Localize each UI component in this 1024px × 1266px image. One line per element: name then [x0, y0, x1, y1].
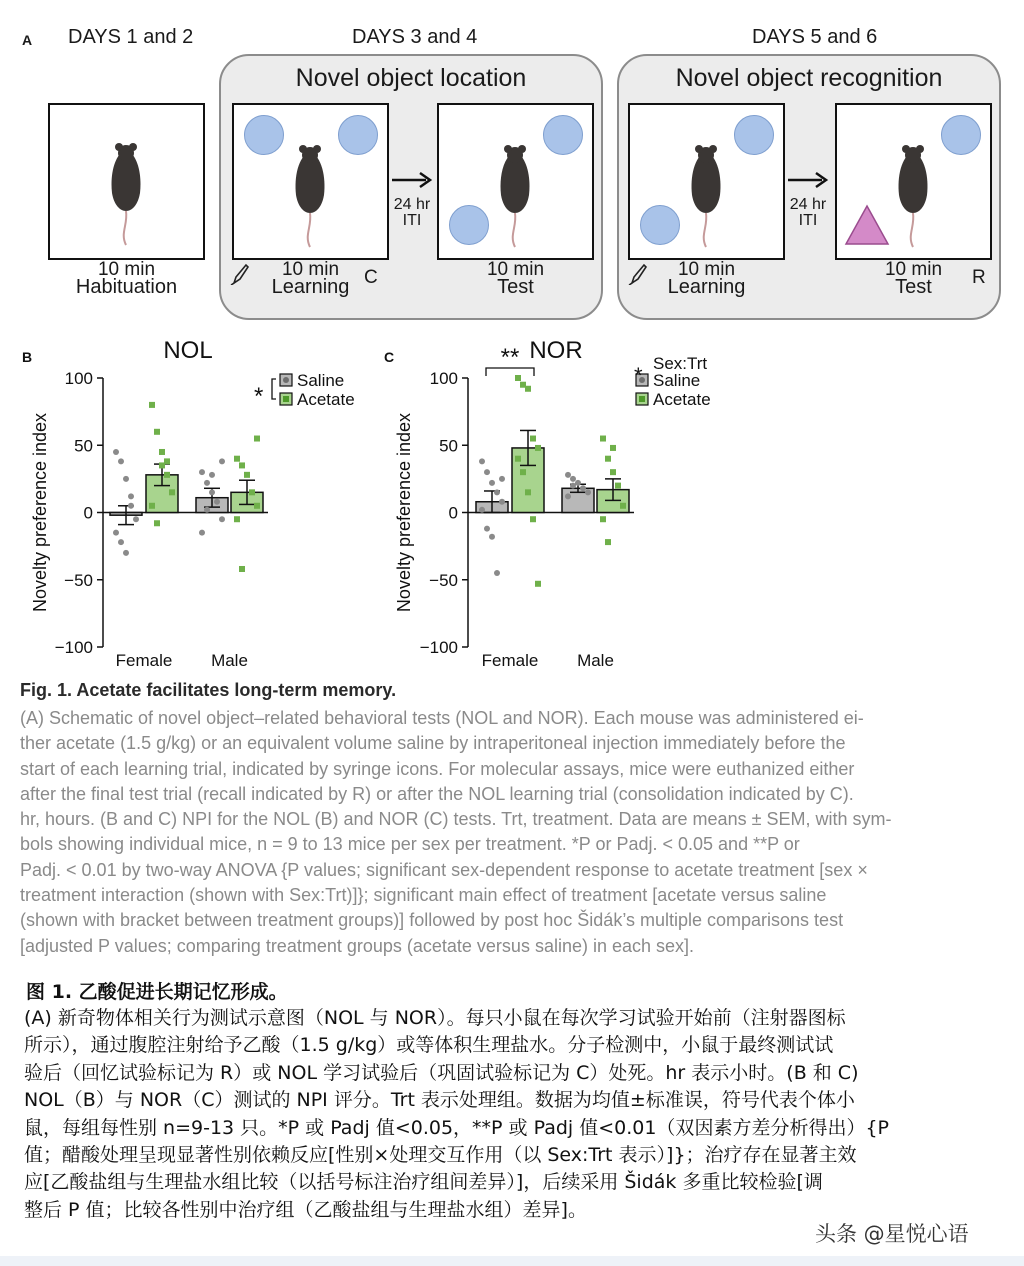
- iti-text: ITI: [402, 212, 422, 229]
- data-point: [234, 516, 240, 522]
- x-category-label: Female: [481, 651, 539, 670]
- data-point: [600, 436, 606, 442]
- legend-label: Saline: [297, 371, 345, 390]
- significance-stars: **: [500, 344, 520, 371]
- data-point: [149, 402, 155, 408]
- arena-2-time: 10 min: [281, 259, 340, 280]
- data-point: [479, 458, 485, 464]
- data-point: [600, 516, 606, 522]
- watermark: 头条 @星悦心语: [815, 1222, 969, 1246]
- data-point: [113, 449, 119, 455]
- mouse-icon: [630, 105, 783, 258]
- arena-1-label: Habituation: [75, 276, 178, 298]
- data-point: [494, 489, 500, 495]
- caption-line: (A) Schematic of novel object–related behavioral tests (NOL and NOR). Each mouse was administered ei-: [20, 708, 864, 728]
- charts-svg: [0, 325, 1024, 675]
- data-point: [133, 516, 139, 522]
- y-tick-label: −50: [429, 570, 458, 590]
- data-point: [499, 499, 505, 505]
- data-point: [499, 476, 505, 482]
- mouse-icon: [837, 105, 990, 258]
- data-point: [164, 458, 170, 464]
- arena-1-time: 10 min: [97, 259, 156, 280]
- data-point: [209, 472, 215, 478]
- data-point: [219, 516, 225, 522]
- figure-title: Fig. 1. Acetate facilitates long-term memory.: [20, 680, 397, 700]
- bottom-strip: [0, 1256, 1024, 1266]
- figure-caption: [20, 706, 1010, 959]
- iti-hours: 24 hr: [789, 196, 827, 213]
- cn-line: (A) 新奇物体相关行为测试示意图（NOL 与 NOR）。每只小鼠在每次学习试验开始前（注射器图标: [24, 1007, 846, 1029]
- cn-line: 整后 P 值；比较各性别中治疗组（乙酸盐组与生理盐水组）差异]。: [24, 1198, 587, 1221]
- nor-test-arena: [835, 103, 992, 260]
- y-tick-label: 0: [448, 503, 458, 523]
- data-point: [159, 449, 165, 455]
- iti-hours: 24 hr: [393, 196, 431, 213]
- data-point: [525, 489, 531, 495]
- legend-label: Saline: [653, 371, 701, 390]
- data-point: [479, 507, 485, 513]
- arena-4-label: Learning: [667, 276, 746, 298]
- chinese-title: 图 1. 乙酸促进长期记忆形成。: [26, 981, 288, 1003]
- data-point: [169, 489, 175, 495]
- data-point: [489, 534, 495, 540]
- y-tick-label: 100: [429, 369, 458, 388]
- mouse-icon: [439, 105, 592, 258]
- mouse-icon: [50, 105, 203, 258]
- y-tick-label: 50: [74, 436, 93, 456]
- arrow-right-icon: [786, 170, 830, 190]
- arrow-right-icon: [390, 170, 434, 190]
- chart-nor: [384, 337, 711, 670]
- data-point: [204, 507, 210, 513]
- data-point: [615, 483, 621, 489]
- caption-line: start of each learning trial, indicated by syringe icons. For molecular assays, mice were euthanized either: [20, 758, 855, 779]
- consolidation-marker: C: [364, 267, 378, 288]
- arena-5-label: Test: [895, 276, 932, 298]
- nor-title: Novel object recognition: [675, 64, 943, 92]
- data-point: [565, 472, 571, 478]
- y-tick-label: 0: [83, 503, 93, 523]
- cn-line: 所示），通过腹腔注射给予乙酸（1.5 g/kg）或等体积生理盐水。分子检测中，小鼠于最终测试试: [24, 1034, 834, 1057]
- days-1-2-label: DAYS 1 and 2: [68, 26, 194, 48]
- caption-line: Padj. < 0.01 by two-way ANOVA {P values; significant sex-dependent response to acetate treatment [sex ×: [20, 859, 868, 880]
- iti-text: ITI: [798, 212, 818, 229]
- data-point: [239, 566, 245, 572]
- legend-label: Acetate: [297, 390, 355, 409]
- data-point: [244, 472, 250, 478]
- data-point: [530, 516, 536, 522]
- chart-nol: [22, 337, 355, 670]
- caption-line: (shown with bracket between treatment groups)] followed by post hoc Šidák’s multiple comparisons test: [20, 910, 844, 931]
- nol-title: Novel object location: [295, 64, 527, 92]
- significance-star: *: [254, 383, 264, 410]
- data-point: [525, 386, 531, 392]
- cn-line: 值；醋酸处理呈现显著性别依赖反应[性别×处理交互作用（以 Sex:Trt 表示）]}；治疗存在显著主效: [24, 1144, 857, 1167]
- data-point: [489, 480, 495, 486]
- interaction-label: Sex:Trt: [653, 354, 708, 373]
- y-axis-label: Novelty preference index: [394, 412, 414, 613]
- x-category-label: Male: [577, 651, 614, 670]
- data-point: [113, 530, 119, 536]
- data-point: [118, 539, 124, 545]
- data-point: [494, 570, 500, 576]
- data-point: [515, 456, 521, 462]
- arena-5-time: 10 min: [884, 259, 943, 280]
- x-category-label: Male: [211, 651, 248, 670]
- data-point: [580, 485, 586, 491]
- caption-line: treatment interaction (shown with Sex:Trt)]}; significant main effect of treatment [acetate versus saline: [20, 885, 827, 906]
- data-point: [605, 539, 611, 545]
- legend-bracket: [272, 379, 276, 399]
- recall-marker: R: [972, 267, 986, 288]
- data-point: [154, 429, 160, 435]
- data-point: [254, 436, 260, 442]
- caption-line: bols showing individual mice, n = 9 to 13 mice per sex per treatment. *P or Padj. < 0.05 and **P or: [20, 834, 800, 855]
- nol-learning-arena: [232, 103, 389, 260]
- data-point: [535, 581, 541, 587]
- data-point: [209, 489, 215, 495]
- data-point: [520, 469, 526, 475]
- data-point: [118, 458, 124, 464]
- panel-letter: B: [22, 349, 33, 365]
- caption-line: ther acetate (1.5 g/kg) or an equivalent volume saline by intraperitoneal injection immediately before the: [20, 733, 846, 754]
- cn-line: NOL（B）与 NOR（C）测试的 NPI 评分。Trt 表示处理组。数据为均值±标准误，符号代表个体小: [24, 1089, 855, 1112]
- arena-2-label: Learning: [271, 276, 350, 298]
- iti-label-nol: [386, 197, 438, 229]
- days-5-6-label: DAYS 5 and 6: [752, 26, 878, 48]
- y-tick-label: −100: [54, 638, 93, 657]
- x-category-label: Female: [115, 651, 173, 670]
- data-point: [570, 483, 576, 489]
- nor-learning-arena: [628, 103, 785, 260]
- data-point: [128, 493, 134, 499]
- arena-3-label: Test: [497, 276, 534, 298]
- y-tick-label: 100: [64, 369, 93, 388]
- panel-a-letter: A: [22, 32, 33, 48]
- y-tick-label: −50: [64, 570, 93, 590]
- data-point: [239, 462, 245, 468]
- data-point: [199, 469, 205, 475]
- data-point: [254, 503, 260, 509]
- legend-marker: [283, 396, 289, 402]
- data-point: [535, 445, 541, 451]
- y-axis-label: Novelty preference index: [30, 412, 50, 613]
- data-point: [484, 469, 490, 475]
- data-point: [610, 445, 616, 451]
- legend-marker: [283, 377, 289, 383]
- caption-line: [adjusted P values; comparing treatment groups (acetate versus saline) in each sex].: [20, 935, 695, 956]
- arena-3-time: 10 min: [486, 259, 545, 280]
- caption-line: after the final test trial (recall indicated by R) or after the NOL learning trial (consolidation indicated by C).: [20, 783, 854, 804]
- interaction-star: *: [634, 363, 643, 388]
- y-tick-label: −100: [419, 638, 458, 657]
- data-point: [234, 456, 240, 462]
- iti-label-nor: [782, 197, 834, 229]
- data-point: [565, 493, 571, 499]
- data-point: [484, 526, 490, 532]
- cn-line: 验后（回忆试验标记为 R）或 NOL 学习试验后（巩固试验标记为 C）处死。hr 表示小时。(B 和 C): [24, 1061, 859, 1084]
- chinese-caption: [24, 1005, 1014, 1224]
- data-point: [249, 489, 255, 495]
- cn-line: 鼠，每组每性别 n=9-13 只。*P 或 Padj 值<0.05，**P 或 Padj 值<0.01（双因素方差分析得出）{P: [24, 1116, 889, 1139]
- data-point: [620, 503, 626, 509]
- data-point: [123, 476, 129, 482]
- legend-marker: [639, 396, 645, 402]
- data-point: [585, 489, 591, 495]
- panel-letter: C: [384, 349, 395, 365]
- data-point: [219, 458, 225, 464]
- arena-4-time: 10 min: [677, 259, 736, 280]
- data-point: [515, 375, 521, 381]
- data-point: [149, 503, 155, 509]
- chart-title: NOL: [163, 337, 213, 364]
- data-point: [164, 472, 170, 478]
- legend-label: Acetate: [653, 390, 711, 409]
- nol-test-arena: [437, 103, 594, 260]
- days-3-4-label: DAYS 3 and 4: [352, 26, 478, 48]
- y-tick-label: 50: [439, 436, 458, 456]
- data-point: [128, 503, 134, 509]
- data-point: [570, 476, 576, 482]
- mouse-icon: [234, 105, 387, 258]
- data-point: [204, 480, 210, 486]
- cn-line: 应[乙酸盐组与生理盐水组比较（以括号标注治疗组间差异）]，后续采用 Šidák 多重比较检验[调: [24, 1171, 823, 1194]
- habituation-arena: [48, 103, 205, 260]
- data-point: [605, 456, 611, 462]
- data-point: [154, 520, 160, 526]
- data-point: [530, 436, 536, 442]
- data-point: [610, 469, 616, 475]
- caption-line: hr, hours. (B and C) NPI for the NOL (B) and NOR (C) tests. Trt, treatment. Data are means ± SEM, with sym-: [20, 809, 892, 830]
- data-point: [123, 550, 129, 556]
- data-point: [199, 530, 205, 536]
- chart-title: NOR: [529, 337, 583, 364]
- data-point: [214, 499, 220, 505]
